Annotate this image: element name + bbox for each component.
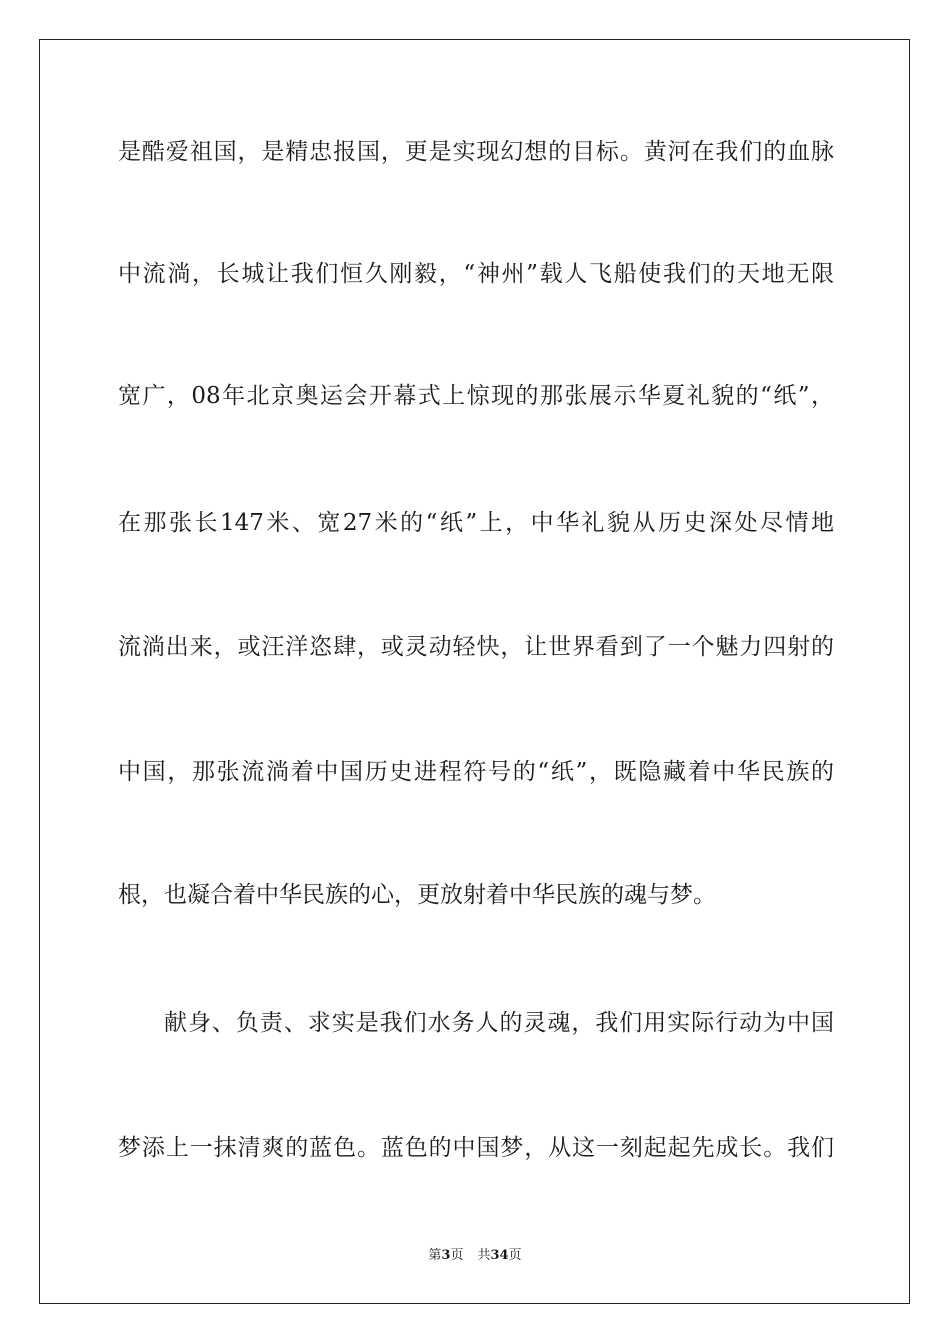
paragraph-line-3: 宽广，08年北京奥运会开幕式上惊现的那张展示华夏礼貌的“纸”， xyxy=(118,383,834,409)
paragraph-line-5: 流淌出来，或汪洋恣肆，或灵动轻快，让世界看到了一个魅力四射的 xyxy=(118,634,834,660)
page-footer xyxy=(0,1247,950,1265)
paragraph-line-9: 梦添上一抹清爽的蓝色。蓝色的中国梦，从这一刻起起先成长。我们 xyxy=(118,1135,834,1161)
page-frame xyxy=(39,39,910,1304)
page-prefix: 第 xyxy=(428,1248,442,1263)
page-suffix: 页 xyxy=(450,1248,464,1263)
paragraph-line-8: 献身、负责、求实是我们水务人的灵魂，我们用实际行动为中国 xyxy=(164,1010,834,1036)
total-suffix: 页 xyxy=(508,1248,522,1263)
paragraph-line-7: 根，也凝合着中华民族的心，更放射着中华民族的魂与梦。 xyxy=(118,882,716,908)
paragraph-line-1: 是酷爱祖国，是精忠报国，更是实现幻想的目标。黄河在我们的血脉 xyxy=(118,139,834,165)
page-number: 3 xyxy=(441,1248,451,1263)
paragraph-line-6: 中国，那张流淌着中国历史进程符号的“纸”，既隐藏着中华民族的 xyxy=(118,759,834,785)
paragraph-line-4: 在那张长147米、宽27米的“纸”上，中华礼貌从历史深处尽情地 xyxy=(118,510,834,536)
total-pages: 34 xyxy=(490,1248,509,1263)
paragraph-line-2: 中流淌，长城让我们恒久刚毅，“神州”载人飞船使我们的天地无限 xyxy=(118,261,834,287)
total-prefix: 共 xyxy=(477,1248,491,1263)
